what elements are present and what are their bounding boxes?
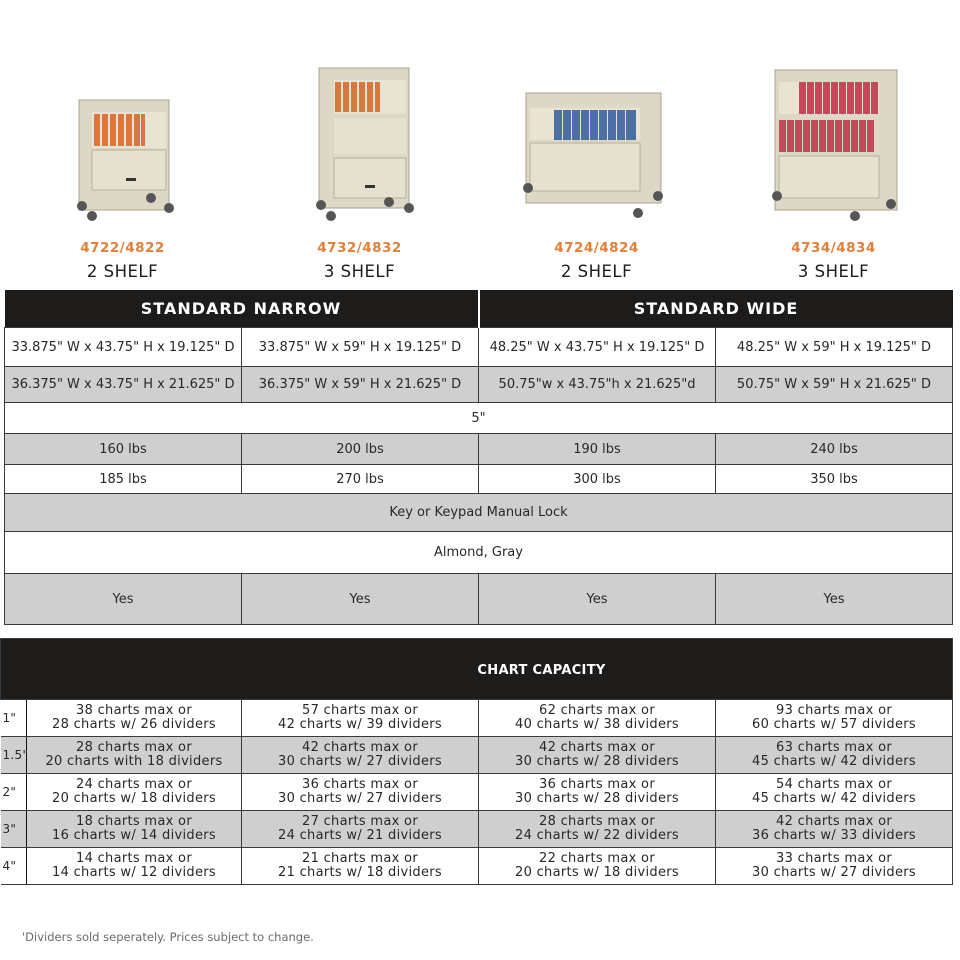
binder-size: 1" [1, 700, 27, 737]
spec-cell: 300 lbs [479, 465, 716, 494]
capacity-cell [27, 848, 242, 885]
spec-row-weight-a [5, 434, 953, 465]
spec-cell-span: Almond, Gray [5, 532, 953, 574]
spec-cell: 50.75"w x 43.75"h x 21.625"d [479, 367, 716, 403]
capacity-max: 93 charts max or [776, 702, 892, 718]
capacity-max: 22 charts max or [539, 850, 655, 866]
capacity-cell [716, 848, 953, 885]
capacity-with-dividers: 30 charts w/ 27 dividers [278, 791, 442, 806]
capacity-cell [242, 700, 479, 737]
capacity-with-dividers: 30 charts w/ 27 dividers [278, 754, 442, 769]
spec-cell: 36.375" W x 59" H x 21.625" D [242, 367, 479, 403]
narrow-2-shelf-cart-image [4, 0, 241, 235]
capacity-max: 42 charts max or [776, 813, 892, 829]
capacity-with-dividers: 24 charts w/ 21 dividers [278, 828, 442, 843]
spec-cell: 240 lbs [716, 434, 953, 465]
spec-row-lock [5, 494, 953, 532]
wide-2-shelf-cart-image [478, 0, 715, 235]
capacity-max: 42 charts max or [302, 739, 418, 755]
capacity-row [1, 774, 953, 811]
capacity-cell [479, 700, 716, 737]
binder-size: 4" [1, 848, 27, 885]
specifications-table [4, 290, 953, 625]
model-number: 4724/4824 [554, 240, 639, 256]
capacity-cell [716, 737, 953, 774]
spec-cell: Yes [242, 574, 479, 625]
capacity-max: 14 charts max or [76, 850, 192, 866]
capacity-with-dividers: 28 charts w/ 26 dividers [52, 717, 216, 732]
spec-cell: Yes [716, 574, 953, 625]
capacity-cell [242, 811, 479, 848]
spec-cell: 48.25" W x 43.75" H x 19.125" D [479, 328, 716, 367]
spec-cell: 160 lbs [5, 434, 242, 465]
capacity-with-dividers: 42 charts w/ 39 dividers [278, 717, 442, 732]
capacity-with-dividers: 60 charts w/ 57 dividers [752, 717, 916, 732]
spec-cell: 50.75" W x 59" H x 21.625" D [716, 367, 953, 403]
capacity-max: 18 charts max or [76, 813, 192, 829]
model-number: 4722/4822 [80, 240, 165, 256]
spec-row-colors [5, 532, 953, 574]
capacity-max: 63 charts max or [776, 739, 892, 755]
capacity-max: 24 charts max or [76, 776, 192, 792]
capacity-with-dividers: 20 charts w/ 18 dividers [515, 865, 679, 880]
capacity-cell [242, 737, 479, 774]
capacity-max: 62 charts max or [539, 702, 655, 718]
model-number: 4732/4832 [317, 240, 402, 256]
spec-cell: 36.375" W x 43.75" H x 21.625" D [5, 367, 242, 403]
capacity-with-dividers: 24 charts w/ 22 dividers [515, 828, 679, 843]
capacity-max: 28 charts max or [76, 739, 192, 755]
model-number: 4734/4834 [791, 240, 876, 256]
capacity-cell [27, 737, 242, 774]
spec-cell: 190 lbs [479, 434, 716, 465]
spec-row-option [5, 574, 953, 625]
capacity-with-dividers: 20 charts w/ 18 dividers [52, 791, 216, 806]
product-4732 [241, 0, 478, 290]
spec-cell-span: 5" [5, 403, 953, 434]
spec-cell: 48.25" W x 59" H x 19.125" D [716, 328, 953, 367]
capacity-row [1, 737, 953, 774]
binder-size: 1.5" [1, 737, 27, 774]
wide-3-shelf-cart-image [715, 0, 952, 235]
spec-cell: 200 lbs [242, 434, 479, 465]
capacity-with-dividers: 16 charts w/ 14 dividers [52, 828, 216, 843]
capacity-max: 33 charts max or [776, 850, 892, 866]
footnote: 'Dividers sold seperately. Prices subject to change. [22, 930, 314, 944]
capacity-with-dividers: 14 charts w/ 12 dividers [52, 865, 216, 880]
capacity-with-dividers: 30 charts w/ 28 dividers [515, 754, 679, 769]
capacity-max: 42 charts max or [539, 739, 655, 755]
capacity-cell [716, 811, 953, 848]
binder-size: 2" [1, 774, 27, 811]
product-4722 [4, 0, 241, 290]
shelf-count: 2 SHELF [560, 262, 633, 281]
capacity-max: 21 charts max or [302, 850, 418, 866]
spec-cell: 270 lbs [242, 465, 479, 494]
chart-capacity-table [0, 638, 953, 885]
capacity-cell [27, 774, 242, 811]
capacity-with-dividers: 20 charts with 18 dividers [45, 754, 223, 769]
capacity-row [1, 811, 953, 848]
capacity-cell [479, 848, 716, 885]
spec-row-weight-b [5, 465, 953, 494]
spec-row-dimensions-a [5, 328, 953, 367]
spec-cell: Yes [479, 574, 716, 625]
spec-row-dimensions-b [5, 367, 953, 403]
capacity-cell [242, 774, 479, 811]
product-row [4, 0, 952, 290]
capacity-with-dividers: 40 charts w/ 38 dividers [515, 717, 679, 732]
spec-cell: 33.875" W x 59" H x 19.125" D [242, 328, 479, 367]
spec-cell-span: Key or Keypad Manual Lock [5, 494, 953, 532]
capacity-title: CHART CAPACITY [1, 639, 953, 700]
shelf-count: 2 SHELF [86, 262, 159, 281]
narrow-3-shelf-cart-image [241, 0, 478, 235]
capacity-with-dividers: 36 charts w/ 33 dividers [752, 828, 916, 843]
capacity-max: 36 charts max or [302, 776, 418, 792]
spec-row-casters [5, 403, 953, 434]
capacity-with-dividers: 45 charts w/ 42 dividers [752, 754, 916, 769]
capacity-cell [716, 774, 953, 811]
spec-header-row [5, 290, 953, 328]
capacity-max: 27 charts max or [302, 813, 418, 829]
capacity-max: 57 charts max or [302, 702, 418, 718]
capacity-cell [242, 848, 479, 885]
capacity-with-dividers: 30 charts w/ 27 dividers [752, 865, 916, 880]
spec-cell: 185 lbs [5, 465, 242, 494]
capacity-cell [479, 774, 716, 811]
capacity-cell [27, 811, 242, 848]
capacity-cell [27, 700, 242, 737]
capacity-max: 38 charts max or [76, 702, 192, 718]
capacity-row [1, 700, 953, 737]
capacity-with-dividers: 21 charts w/ 18 dividers [278, 865, 442, 880]
capacity-row [1, 848, 953, 885]
spec-cell: 33.875" W x 43.75" H x 19.125" D [5, 328, 242, 367]
capacity-with-dividers: 30 charts w/ 28 dividers [515, 791, 679, 806]
capacity-cell [479, 811, 716, 848]
spec-cell: 350 lbs [716, 465, 953, 494]
capacity-cell [716, 700, 953, 737]
header-standard-wide: STANDARD WIDE [479, 290, 953, 328]
capacity-header-row [1, 639, 953, 700]
header-standard-narrow: STANDARD NARROW [5, 290, 479, 328]
capacity-with-dividers: 45 charts w/ 42 dividers [752, 791, 916, 806]
capacity-max: 54 charts max or [776, 776, 892, 792]
product-4724 [478, 0, 715, 290]
shelf-count: 3 SHELF [323, 262, 396, 281]
shelf-count: 3 SHELF [797, 262, 870, 281]
binder-size: 3" [1, 811, 27, 848]
spec-cell: Yes [5, 574, 242, 625]
capacity-cell [479, 737, 716, 774]
capacity-max: 36 charts max or [539, 776, 655, 792]
capacity-max: 28 charts max or [539, 813, 655, 829]
product-4734 [715, 0, 952, 290]
